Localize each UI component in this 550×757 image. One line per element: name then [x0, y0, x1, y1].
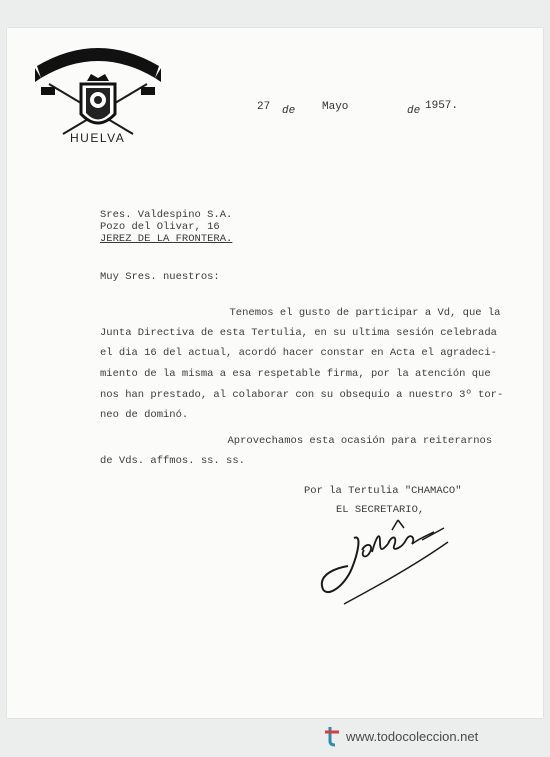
letterhead-city: HUELVA — [70, 131, 126, 145]
body-line: Junta Directiva de esta Tertulia, en su ultima sesión celebrada — [100, 327, 497, 339]
body-line: Tenemos el gusto de participar a Vd, que la — [198, 307, 501, 319]
date-year: 1957. — [425, 100, 459, 112]
coat-of-arms-icon — [33, 38, 163, 138]
signature-line-1: Por la Tertulia "CHAMACO" — [304, 485, 462, 497]
date-line — [250, 96, 470, 120]
todocoleccion-logo-icon — [324, 725, 342, 747]
watermark-text: www.todocoleccion.net — [346, 728, 479, 744]
date-month: Mayo — [322, 101, 349, 113]
salutation: Muy Sres. nuestros: — [100, 271, 220, 283]
body-line: miento de la misma a esa respetable firma, por la atención que — [100, 368, 491, 380]
signature-line-2: EL SECRETARIO, — [336, 504, 425, 516]
recipient-line-3: JEREZ DE LA FRONTERA. — [100, 233, 233, 245]
closing-line: de Vds. affmos. ss. ss. — [100, 455, 245, 467]
closing-line: Aprovechamos esta ocasión para reiterarnos — [196, 435, 493, 447]
handwritten-signature — [314, 508, 464, 618]
body-line: nos han prestado, al colaborar con su obsequio a nuestro 3º tor- — [100, 389, 504, 401]
body-line: el dia 16 del actual, acordó hacer constar en Acta el agradeci- — [100, 347, 497, 359]
recipient-line-1: Sres. Valdespino S.A. — [100, 209, 233, 221]
recipient-line-2: Pozo del Olivar, 16 — [100, 221, 220, 233]
date-de-2: de — [407, 105, 421, 117]
watermark — [324, 725, 478, 747]
date-day: 27 — [257, 101, 271, 113]
date-de-1: de — [282, 105, 296, 117]
body-line: neo de dominó. — [100, 409, 189, 421]
